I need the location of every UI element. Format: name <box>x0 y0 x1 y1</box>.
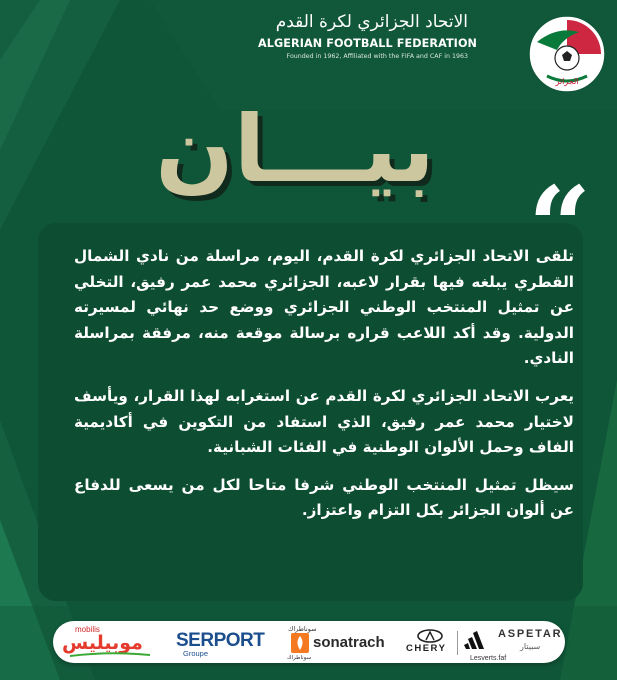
statement-paragraph-1: تلقى الاتحاد الجزائري لكرة القدم، اليوم، مراسلة من نادي الشمال القطري يبلغه فيها بقرار لاعبه، الجزائري محمد عمر رفيق، التخلي عن تمثيل المنتخب الوطني الجزائري ووضع حد نهائي لمسيرته الدولية. وقد أكد اللاعب قراره برسالة موقعة منه، مرفقة بمراسلة النادي. <box>74 247 574 368</box>
chery-logo: CHERY <box>406 643 447 654</box>
social-handle: Lesverts.faf <box>470 655 507 662</box>
page-title: بيـــان <box>155 96 435 203</box>
federation-founded-line: Founded in 1962, Affiliated with the FIFA and CAF in 1963 <box>286 53 468 60</box>
faf-logo <box>527 14 607 94</box>
aspetar-arabic: سبيتار <box>520 642 541 651</box>
serport-logo: SERPORT <box>176 630 265 651</box>
serport-groupe-label: Groupe <box>183 649 209 658</box>
statement-body <box>74 244 574 536</box>
sonatrach-arabic-bottom: سوناطراك <box>287 655 312 661</box>
federation-name-arabic: الاتحاد الجزائري لكرة القدم <box>275 12 468 32</box>
mobilis-logo-small: mobilis <box>75 625 100 634</box>
mobilis-logo: موبيليس <box>62 632 143 654</box>
statement-paragraph-2: يعرب الاتحاد الجزائري لكرة القدم عن استغرابه لهذا القرار، ويأسف لاختيار محمد عمر رفيق، الذي استفاد من التكوين في أكاديمية الفاف وحمل الألوان الوطنية في الفئات الشبانية. <box>74 386 574 457</box>
aspetar-logo: ASPETAR <box>498 628 563 640</box>
logo-text: الجزائر <box>555 77 579 86</box>
statement-paragraph-3: سيظل تمثيل المنتخب الوطني شرفا متاحا لكل من يسعى للدفاع عن ألوان الجزائر بكل التزام واعتزاز. <box>74 475 574 520</box>
sonatrach-logo: sonatrach <box>313 634 385 651</box>
adidas-icon <box>464 631 486 651</box>
mobilis-swoosh-icon <box>68 652 152 658</box>
sonatrach-arabic-top: سوناطراك <box>288 625 317 633</box>
sonatrach-flame-icon <box>291 633 309 653</box>
federation-name-english: ALGERIAN FOOTBALL FEDERATION <box>258 37 478 50</box>
chery-emblem-icon <box>417 629 443 643</box>
sponsor-divider <box>457 631 458 655</box>
